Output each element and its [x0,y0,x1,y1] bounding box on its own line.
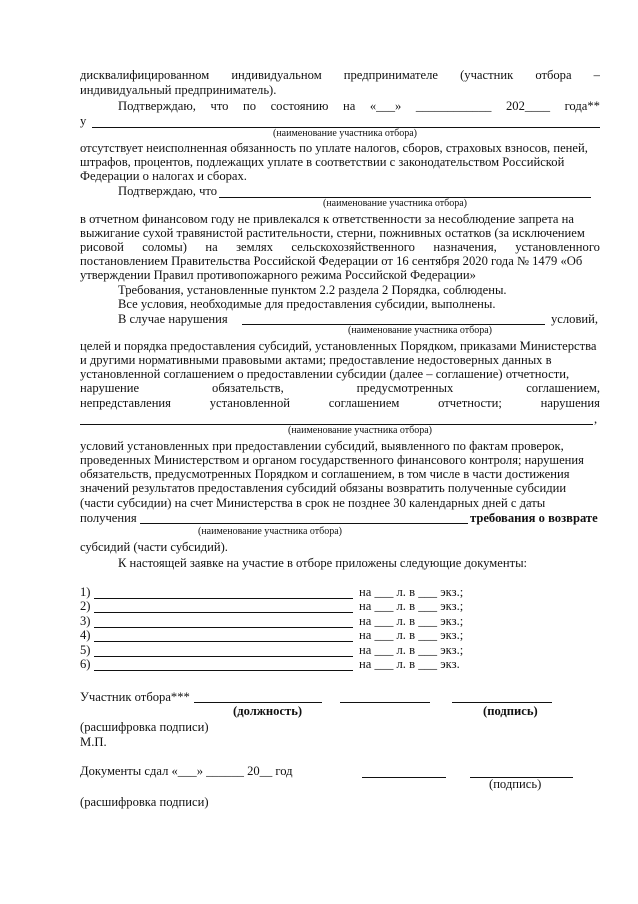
doc-row-pages: на ___ л. в ___ экз.; [359,628,464,642]
doc-row-pages: на ___ л. в ___ экз.; [359,599,464,613]
violation-label: В случае нарушения [118,312,228,326]
refund-line-1 [80,439,600,454]
text-segment: непредставления [80,396,171,410]
tax-line-2 [80,155,600,170]
text-segment: по [243,99,257,113]
text-segment: отчетности; [438,396,502,410]
signature-decode-caption: (расшифровка подписи) [80,720,209,734]
doc-row-pages: на ___ л. в ___ экз.; [359,643,464,657]
participant-name-caption-3: (наименование участника отбора) [348,325,492,336]
text-segment: (части субсидии) на счет Министерства в срок не позднее 30 календарных дней с даты [80,496,546,510]
text-segment: «___» [369,99,402,113]
text-segment: ____________ [415,99,492,113]
refund-receipt-suffix: требования о возврате [470,511,598,525]
text-segment: на [205,240,218,254]
signature-caption: (подпись) [483,704,538,718]
text-segment: индивидуальном [231,68,322,82]
text-segment: соломы) [142,240,187,254]
violation-line-5 [80,396,600,411]
doc-name-field[interactable] [94,670,353,671]
text-segment: соглашением [328,396,400,410]
text-segment: землях [236,240,273,254]
text-segment: на [342,99,356,113]
text-segment: установленной [209,396,291,410]
text-segment: 202____ [505,99,551,113]
stamp-label: М.П. [80,735,107,749]
fire-line-1 [80,212,600,227]
text-segment: и другими нормативными правовыми актами; предоставление недостоверных данных в [80,353,552,367]
fire-line-2 [80,226,600,241]
text-segment: установленного [515,240,600,254]
tax-line-3: Федерации о налогах и сборах. [80,169,247,183]
violation-suffix: условий, [551,312,599,326]
participant-name-field-5[interactable] [140,523,468,524]
refund-line-3 [80,467,600,482]
violation-line-3 [80,367,600,382]
position-field[interactable] [194,702,322,703]
text-segment: установленной соглашением о предоставлении субсидии (далее – соглашение) отчетности, [80,367,570,381]
text-segment: целей и порядка предоставления субсидий, установленных Порядком, приказами Министерства [80,339,597,353]
confirm-date-line [118,99,600,114]
text-segment: условий установленных при предоставлении субсидий, выявленного по фактам проверок, [80,439,564,453]
handover-decode-caption: (расшифровка подписи) [80,795,209,809]
violation-line-2 [80,353,600,368]
handover-blank[interactable] [362,777,446,778]
fire-line-4 [80,254,600,269]
text-segment: сельскохозяйственного [291,240,415,254]
refund-line-2 [80,453,600,468]
doc-row-pages: на ___ л. в ___ экз. [359,657,460,671]
doc-row-number: 5) [80,643,91,657]
doc-name-field[interactable] [94,627,353,628]
handover-date-line: Документы сдал «___» ______ 20__ год [80,764,293,778]
text-segment: назначения, [433,240,497,254]
text-segment: нарушения [540,396,600,410]
text-segment: что [210,99,229,113]
participant-name-caption-5: (наименование участника отбора) [198,526,342,537]
doc-name-field[interactable] [94,641,353,642]
doc-name-field[interactable] [94,598,353,599]
docs-heading: К настоящей заявке на участие в отборе приложены следующие документы: [118,556,528,570]
text-segment: нарушение [80,381,140,395]
violation-tail-comma: , [594,412,598,426]
text-segment: предпринимателе [343,68,439,82]
text-segment: – [593,68,600,82]
text-segment: соглашением, [526,381,600,395]
signature-blank[interactable] [340,702,430,703]
doc-row-pages: на ___ л. в ___ экз.; [359,614,464,628]
text-segment: в отчетном финансовом году не привлекался к ответственности за несоблюдение запрета на [80,212,574,226]
position-caption: (должность) [233,704,303,718]
text-segment: состоянию [270,99,329,113]
doc-name-field[interactable] [94,612,353,613]
violation-line-4 [80,381,600,396]
participant-signature-label: Участник отбора*** [80,690,190,704]
text-segment: обязательств, предусмотренных Порядком и соглашением, в том числе в части достижения [80,467,570,481]
doc-row-number: 6) [80,657,91,671]
text-segment: значений результатов предоставления субсидий обязаны возвратить полученные субсидии [80,481,567,495]
refund-line-5 [80,496,600,511]
text-segment: штрафов, процентов, подлежащих уплате в соответствии с законодательством Российской [80,155,565,169]
doc-row-number: 4) [80,628,91,642]
text-segment: обязательств, [212,381,284,395]
signature-field[interactable] [452,702,552,703]
text-segment: предусмотренных [356,381,454,395]
text-segment: Подтверждаю, [118,99,196,113]
requirements-line: Требования, установленные пунктом 2.2 раздела 2 Порядка, соблюдены. [118,283,507,297]
participant-name-caption-2: (наименование участника отбора) [323,198,467,209]
participant-name-caption-1: (наименование участника отбора) [273,128,417,139]
text-segment: отсутствует неисполненная обязанность по уплате налогов, сборов, страховых взносов, пеней, [80,141,588,155]
doc-row-number: 3) [80,614,91,628]
text-segment: выжигание сухой травянистой растительности, стерни, пожнивных остатков (за исключением [80,226,585,240]
text-segment: проведенных Министерством и органом государственного финансового контроля; нарушения [80,453,584,467]
intro-line-1 [80,68,600,83]
doc-row-number: 2) [80,599,91,613]
doc-name-field[interactable] [94,656,353,657]
doc-row-pages: на ___ л. в ___ экз.; [359,585,464,599]
refund-line-7: субсидий (части субсидий). [80,540,228,554]
text-segment: постановлением Правительства Российской Федерации от 16 сентября 2020 года № 1479 «Об [80,254,583,268]
fire-line-3 [80,240,600,255]
fire-line-5: утверждении Правил противопожарного режима Российской Федерации» [80,268,476,282]
text-segment: (участник [460,68,514,82]
intro-line-2: индивидуальный предприниматель). [80,83,277,97]
refund-receipt-label: получения [80,511,137,525]
conditions-line: Все условия, необходимые для предоставления субсидии, выполнены. [118,297,496,311]
text-segment: дисквалифицированном [80,68,210,82]
doc-row-number: 1) [80,585,91,599]
text-segment: рисовой [80,240,124,254]
participant-name-caption-4: (наименование участника отбора) [288,425,432,436]
confirm2-label: Подтверждаю, что [118,184,218,198]
text-segment: отбора [535,68,572,82]
text-segment: года** [564,99,600,113]
confirm-prefix: у [80,114,87,128]
refund-line-4 [80,481,600,496]
violation-line-1 [80,339,600,354]
tax-line-1 [80,141,600,156]
handover-signature-caption: (подпись) [489,777,542,791]
